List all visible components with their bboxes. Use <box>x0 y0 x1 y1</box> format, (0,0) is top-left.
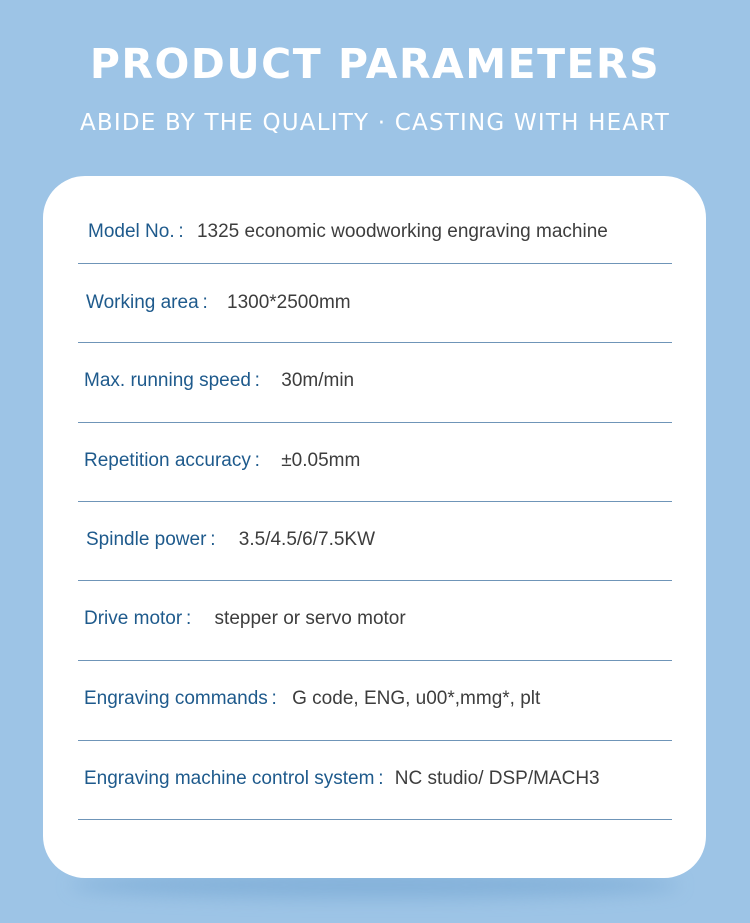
row-divider <box>78 580 672 581</box>
param-row-repetition-accuracy <box>84 449 360 473</box>
param-label-engraving-commands: Engraving commands : <box>84 688 277 709</box>
param-label-repetition-accuracy: Repetition accuracy : <box>84 450 260 471</box>
param-value-working-area: 1300*2500mm <box>227 292 351 313</box>
param-value-repetition-accuracy: ±0.05mm <box>281 450 361 471</box>
row-divider <box>78 342 672 343</box>
param-row-model <box>88 220 608 244</box>
param-label-max-speed: Max. running speed : <box>84 370 260 391</box>
param-value-max-speed: 30m/min <box>281 370 355 391</box>
row-divider <box>78 422 672 423</box>
param-label-model: Model No. : <box>88 221 184 242</box>
param-label-spindle-power: Spindle power : <box>86 529 216 550</box>
page-title: PRODUCT PARAMETERS <box>89 40 661 88</box>
row-divider <box>78 819 672 820</box>
parameters-card <box>43 176 706 878</box>
page-subtitle: ABIDE BY THE QUALITY · CASTING WITH HEART <box>79 110 671 136</box>
param-label-working-area: Working area : <box>86 292 208 313</box>
row-divider <box>78 263 672 264</box>
param-label-drive-motor: Drive motor : <box>84 608 192 629</box>
param-value-engraving-commands: G code, ENG, u00*,mmg*, plt <box>292 688 541 709</box>
param-row-spindle-power <box>86 528 375 552</box>
param-row-max-speed <box>84 369 354 393</box>
param-value-model: 1325 economic woodworking engraving machine <box>196 221 608 242</box>
param-value-spindle-power: 3.5/4.5/6/7.5KW <box>238 529 376 550</box>
row-divider <box>78 660 672 661</box>
param-row-drive-motor <box>84 607 406 631</box>
param-row-engraving-commands <box>84 687 540 711</box>
param-label-control-system: Engraving machine control system : <box>84 768 384 789</box>
row-divider <box>78 501 672 502</box>
param-row-working-area <box>86 291 351 315</box>
param-row-control-system <box>84 767 600 791</box>
param-value-drive-motor: stepper or servo motor <box>214 608 406 629</box>
row-divider <box>78 740 672 741</box>
param-value-control-system: NC studio/ DSP/MACH3 <box>394 768 600 789</box>
